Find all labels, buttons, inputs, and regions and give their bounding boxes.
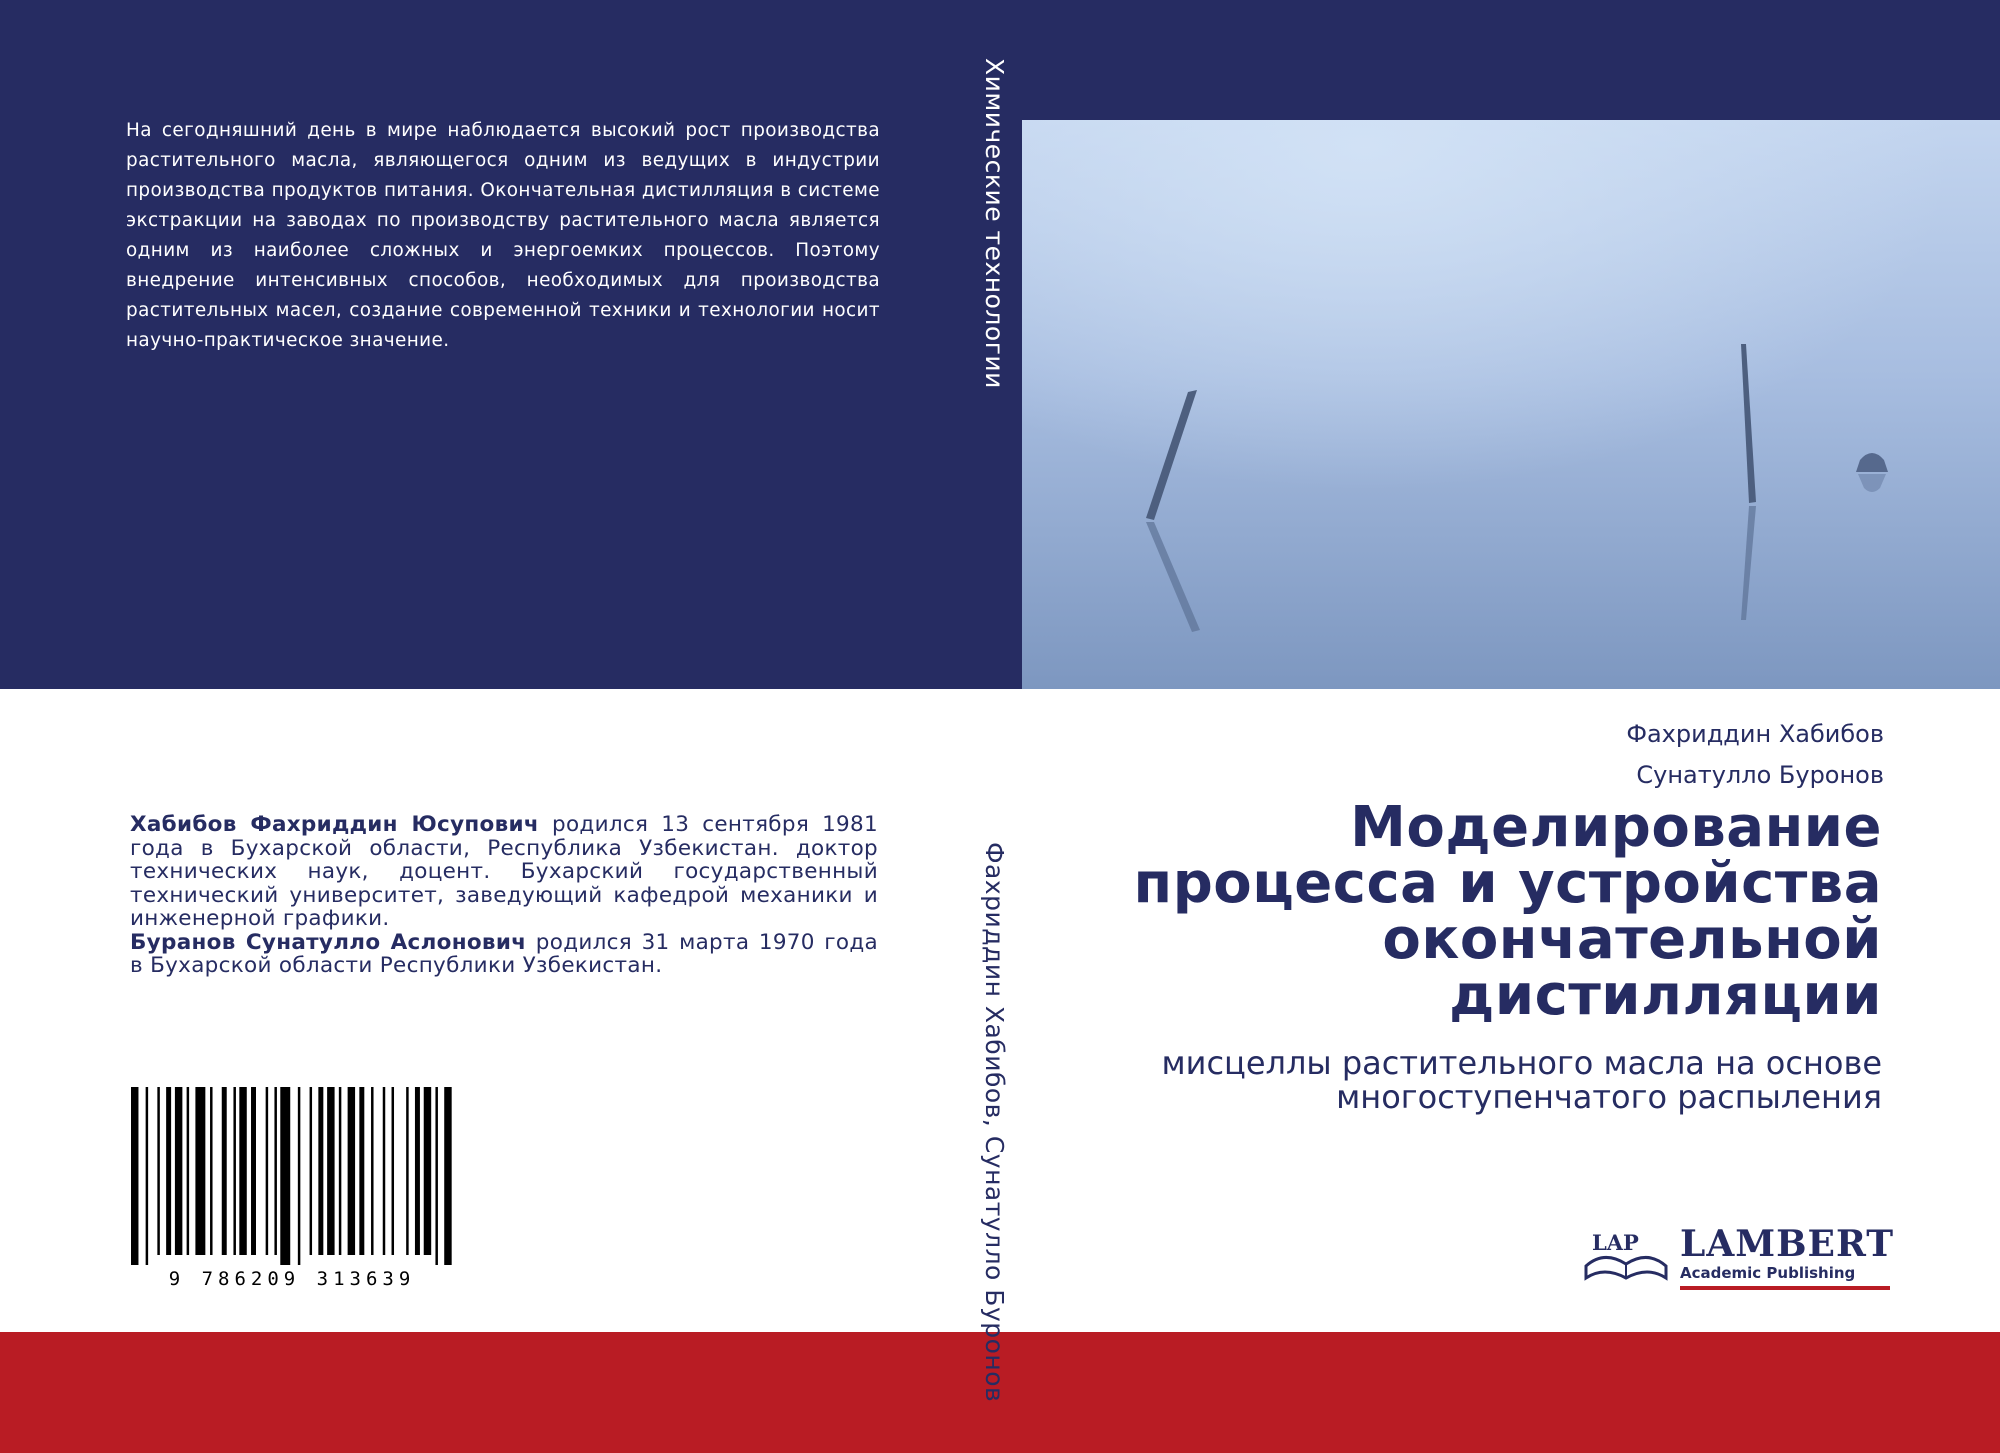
barcode-bar xyxy=(371,1087,373,1255)
book-title: Моделирование процесса и устройства окончательной дистилляции xyxy=(1133,795,1882,1028)
isbn-barcode xyxy=(127,1087,457,1297)
barcode-bar xyxy=(415,1087,420,1255)
publisher-lap-mark: LAP xyxy=(1592,1230,1639,1255)
barcode-bar xyxy=(251,1087,256,1255)
barcode-bar xyxy=(131,1087,138,1265)
barcode-bar xyxy=(266,1087,268,1255)
barcode-bar xyxy=(146,1087,148,1265)
author-bio-1-name: Хабибов Фахриддин Юсупович xyxy=(130,812,539,837)
barcode-bar xyxy=(339,1087,341,1255)
barcode-bar xyxy=(383,1087,385,1255)
barcode-bar xyxy=(280,1087,290,1265)
barcode-bar xyxy=(157,1087,159,1255)
barcode-bar xyxy=(406,1087,408,1255)
author-bios xyxy=(130,813,878,978)
barcode-bar xyxy=(233,1087,235,1255)
barcode-bar xyxy=(392,1087,394,1255)
author-bio-2-text: родился 31 марта 1970 года в Бухарской области Республики Узбекистан. xyxy=(130,929,878,978)
back-cover-blurb: На сегодняшний день в мире наблюдается высокий рост производства растительного масла, являющегося одним из ведущих в индустрии производства продуктов питания. Окончательная дистилляция в системе экстракции на заводах по производству растительного масла является одним из наиболее сложных и энергоемких процессов. Поэтому внедрение интенсивных способов, необходимых для производства растительных масел, создание современной техники и технологии носит научно-практическое значение. xyxy=(126,120,880,351)
front-author-1: Фахриддин Хабибов xyxy=(1626,720,1884,748)
barcode-bar xyxy=(175,1087,182,1255)
front-author-2: Сунатулло Буронов xyxy=(1636,761,1884,789)
publisher-name: LAMBERT xyxy=(1680,1223,1894,1265)
barcode-bar xyxy=(444,1087,451,1265)
barcode-bar xyxy=(187,1087,189,1255)
barcode-bar xyxy=(327,1087,334,1255)
barcode-bar xyxy=(195,1087,205,1255)
spine-authors-label: Фахриддин Хабибов, Сунатулло Буронов xyxy=(980,842,1009,1403)
book-subtitle: мисцеллы растительного масла на основе многоступенчатого распыления xyxy=(1161,1044,1882,1116)
isbn-digits: 9 786209 313639 xyxy=(168,1268,416,1290)
barcode-bar xyxy=(348,1087,355,1255)
publisher-underline xyxy=(1680,1286,1890,1290)
barcode-bar xyxy=(424,1087,431,1255)
barcode-bar xyxy=(166,1087,171,1255)
author-bio-2-name: Буранов Сунатулло Аслонович xyxy=(130,929,527,955)
barcode-bar xyxy=(298,1087,300,1265)
barcode-bar xyxy=(222,1087,227,1255)
barcode-bar xyxy=(359,1087,364,1255)
author-bio-1-text: родился 13 сентября 1981 года в Бухарской области, Республика Узбекистан. доктор технических наук, доцент. Бухарский государственный технический университет, заведующий кафедрой механики и инженерной графики. xyxy=(130,812,878,931)
barcode-bar xyxy=(310,1087,312,1255)
front-authors xyxy=(1626,714,1884,796)
barcode-bar xyxy=(239,1087,246,1255)
publisher-logo xyxy=(1584,1220,1894,1292)
author-bio-2 xyxy=(130,931,878,978)
cover-photo-misty-lake xyxy=(1022,120,2000,689)
publisher-subtitle: Academic Publishing xyxy=(1680,1264,1856,1282)
spine-category-label: Химические технологии xyxy=(980,58,1009,389)
barcode-bar xyxy=(210,1087,212,1255)
barcode-bar xyxy=(435,1087,437,1265)
author-bio-1 xyxy=(130,813,878,931)
barcode-bar xyxy=(318,1087,323,1255)
barcode-bar xyxy=(274,1087,276,1255)
